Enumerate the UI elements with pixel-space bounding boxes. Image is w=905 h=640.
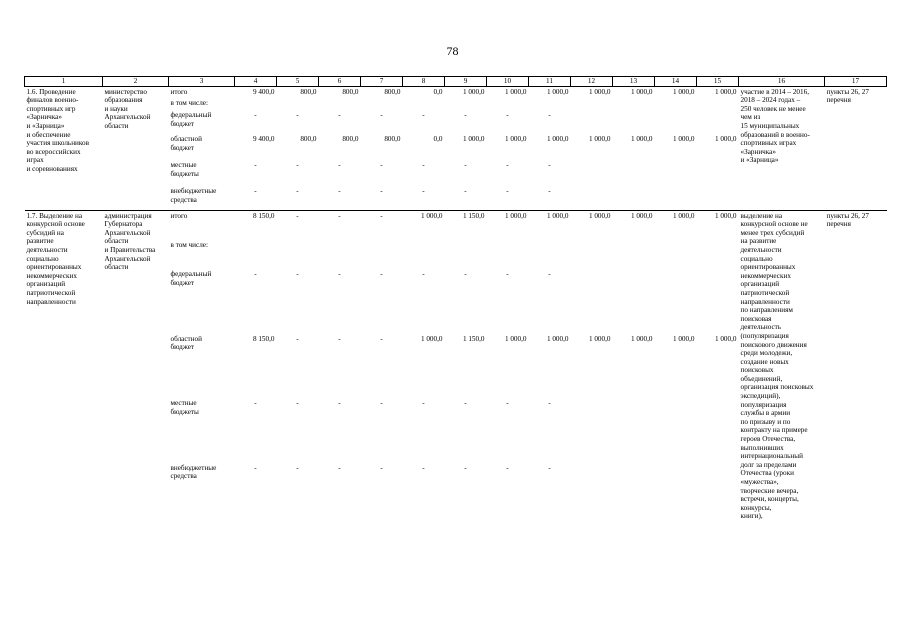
amount-cell: 800,0 (384, 135, 401, 144)
amount-cell: 1 000,0 (655, 210, 697, 240)
amount-cell: 0,0 (433, 135, 443, 144)
amount-cell (277, 98, 319, 110)
amount-cell: 1 000,0 (571, 210, 613, 240)
amount-cell (445, 98, 487, 110)
amount-cell: - (422, 111, 425, 120)
header-cell: 12 (571, 77, 613, 87)
amount-cell: - (380, 463, 383, 472)
budget-source-label: областной бюджет (170, 334, 202, 352)
amount-cell: - (277, 210, 319, 240)
amount-cell: - (380, 111, 383, 120)
amount-cell: 1 000,0 (714, 87, 737, 96)
amount-cell (655, 269, 697, 333)
amount-cell: - (464, 111, 467, 120)
amount-cell (613, 240, 655, 270)
amount-cell: - (422, 270, 425, 279)
amount-cell: 1 000,0 (546, 334, 569, 343)
amount-cell (697, 110, 739, 134)
amount-cell: 1 000,0 (630, 87, 653, 96)
program-table (24, 76, 887, 522)
amount-cell (655, 186, 697, 210)
budget-source-label: в том числе: (170, 99, 208, 108)
amount-cell (613, 463, 655, 522)
amount-cell (277, 240, 319, 270)
amount-cell: - (422, 161, 425, 170)
header-cell: 2 (103, 77, 169, 87)
amount-cell: - (254, 463, 257, 472)
amount-cell: 1 000,0 (672, 334, 695, 343)
amount-cell: - (506, 161, 509, 170)
amount-cell (319, 240, 361, 270)
amount-cell: 1 150,0 (462, 334, 485, 343)
table-row (25, 86, 887, 98)
header-cell: 4 (235, 77, 277, 87)
amount-cell: - (422, 187, 425, 196)
amount-cell: - (548, 463, 551, 472)
budget-source-label: областной бюджет (170, 135, 202, 152)
amount-cell: - (506, 463, 509, 472)
amount-cell: - (548, 111, 551, 120)
amount-cell (361, 240, 403, 270)
amount-cell (655, 98, 697, 110)
amount-cell: 1 000,0 (487, 210, 529, 240)
amount-cell: - (380, 161, 383, 170)
amount-cell: - (254, 270, 257, 279)
amount-cell (697, 398, 739, 462)
amount-cell: - (338, 161, 341, 170)
amount-cell: 1 000,0 (613, 210, 655, 240)
amount-cell (571, 269, 613, 333)
amount-cell: - (464, 399, 467, 408)
budget-source-label: внебюджетные средства (170, 463, 217, 481)
header-cell: 17 (825, 77, 887, 87)
amount-cell: 1 000,0 (588, 135, 611, 144)
amount-cell: - (296, 187, 299, 196)
amount-cell (487, 240, 529, 270)
amount-cell: - (338, 270, 341, 279)
amount-cell: 800,0 (300, 87, 317, 96)
amount-cell: - (548, 161, 551, 170)
activity-name: 1.7. Выделение на конкурсной основе субсидий на развитие деятельности социально ориентированных некоммерческих организаций патриотической направленности (25, 210, 103, 522)
amount-cell: 1 000,0 (504, 135, 527, 144)
amount-cell (655, 240, 697, 270)
amount-cell (403, 240, 445, 270)
amount-cell (571, 398, 613, 462)
amount-cell: 9 400,0 (252, 135, 275, 144)
amount-cell: 1 000,0 (714, 135, 737, 144)
header-cell: 15 (697, 77, 739, 87)
amount-cell (613, 160, 655, 186)
amount-cell (697, 160, 739, 186)
amount-cell (571, 240, 613, 270)
amount-cell: 8 150,0 (252, 334, 275, 343)
amount-cell: - (296, 399, 299, 408)
amount-cell: - (338, 463, 341, 472)
header-row (25, 77, 887, 87)
amount-cell: - (380, 270, 383, 279)
amount-cell (235, 240, 277, 270)
amount-cell: - (380, 334, 383, 343)
amount-cell (697, 240, 739, 270)
header-cell: 6 (319, 77, 361, 87)
result-cell: выделение на конкурсной основе не менее трех субсидий на развитие деятельности социально ориентированных некоммерческих организаций патриотической направленности по направлениям поисковая деятельность (популяризация поискового движения среди молодежи, создание новых поисковых объединений, организация поисковых экспедиций), популяризация службы в армии по призыву и по контракту на примере героев Отечества, выполнивших интернациональный долг за пределами Отечества (уроки «мужества», творческие вечера, встречи, концерты, конкурсы, книги), (739, 210, 825, 522)
amount-cell (613, 398, 655, 462)
amount-cell (361, 98, 403, 110)
budget-source-label: федеральный бюджет (170, 111, 212, 128)
amount-cell: - (506, 111, 509, 120)
amount-cell (445, 240, 487, 270)
amount-cell: - (506, 270, 509, 279)
budget-source-label: федеральный бюджет (170, 270, 212, 288)
amount-cell: 1 000,0 (672, 87, 695, 96)
amount-cell: 1 000,0 (462, 87, 485, 96)
amount-cell: - (338, 399, 341, 408)
amount-cell: 8 150,0 (235, 210, 277, 240)
header-cell: 3 (169, 77, 235, 87)
amount-cell (613, 186, 655, 210)
executor-cell: администрация Губернатора Архангельской области и Правительства Архангельской области (103, 210, 169, 522)
header-cell: 1 (25, 77, 103, 87)
amount-cell: 1 000,0 (504, 87, 527, 96)
amount-cell: 1 000,0 (588, 334, 611, 343)
amount-cell: - (319, 210, 361, 240)
activity-name: 1.6. Проведение финалов военно- спортивных игр «Зарничка» и «Зарница» и обеспечение участия школьников во всероссийских играх и соревнованиях (26, 87, 90, 173)
amount-cell (613, 98, 655, 110)
amount-cell: 800,0 (342, 87, 359, 96)
amount-cell: 1 000,0 (630, 334, 653, 343)
header-cell: 11 (529, 77, 571, 87)
amount-cell: - (254, 161, 257, 170)
amount-cell: - (380, 399, 383, 408)
amount-cell: 1 000,0 (672, 135, 695, 144)
executor-cell: министерство образования и науки Архангельской области (104, 87, 151, 130)
amount-cell: 1 000,0 (588, 87, 611, 96)
amount-cell: - (254, 187, 257, 196)
amount-cell: 1 000,0 (504, 334, 527, 343)
amount-cell (697, 463, 739, 522)
amount-cell (571, 186, 613, 210)
amount-cell (655, 463, 697, 522)
amount-cell: - (506, 399, 509, 408)
amount-cell: - (296, 463, 299, 472)
amount-cell (571, 98, 613, 110)
amount-cell (697, 269, 739, 333)
amount-cell: - (464, 161, 467, 170)
reference-cell: пункты 26, 27 перечня (825, 210, 887, 522)
amount-cell: - (506, 187, 509, 196)
amount-cell: 1 000,0 (697, 210, 739, 240)
table-row (25, 210, 887, 240)
amount-cell: - (548, 187, 551, 196)
header-cell: 14 (655, 77, 697, 87)
amount-cell: - (338, 111, 341, 120)
amount-cell: - (254, 111, 257, 120)
header-cell: 5 (277, 77, 319, 87)
budget-source-label: в том числе: (170, 240, 208, 249)
budget-source-label: местные бюджеты (170, 399, 199, 416)
amount-cell: 0,0 (433, 87, 443, 96)
amount-cell: - (464, 463, 467, 472)
amount-cell: - (464, 187, 467, 196)
amount-cell: - (254, 399, 257, 408)
amount-cell: - (422, 463, 425, 472)
page-number: 78 (446, 44, 459, 58)
amount-cell: 1 000,0 (546, 87, 569, 96)
amount-cell (571, 110, 613, 134)
amount-cell: - (422, 399, 425, 408)
amount-cell: 1 000,0 (462, 135, 485, 144)
amount-cell: 9 400,0 (252, 87, 275, 96)
amount-cell: 1 000,0 (420, 334, 443, 343)
amount-cell: 1 000,0 (529, 210, 571, 240)
amount-cell: - (296, 111, 299, 120)
amount-cell: 1 000,0 (714, 334, 737, 343)
amount-cell: - (338, 334, 341, 343)
amount-cell: - (548, 399, 551, 408)
header-cell: 10 (487, 77, 529, 87)
header-cell: 13 (613, 77, 655, 87)
budget-source-label: местные бюджеты (170, 161, 199, 178)
amount-cell (655, 110, 697, 134)
amount-cell: - (296, 161, 299, 170)
result-cell: участие в 2014 – 2016, 2018 – 2024 годах – 250 человек не менее чем из 15 муниципальных образований в военно- спортивных играх «Зарничка» и «Зарница» (740, 87, 810, 165)
budget-source-label: итого (169, 210, 235, 240)
amount-cell (571, 160, 613, 186)
amount-cell (697, 186, 739, 210)
amount-cell: - (296, 270, 299, 279)
amount-cell (571, 463, 613, 522)
amount-cell (655, 398, 697, 462)
amount-cell (529, 98, 571, 110)
amount-cell (403, 98, 445, 110)
amount-cell (613, 269, 655, 333)
amount-cell (235, 98, 277, 110)
amount-cell: - (361, 210, 403, 240)
table-body (25, 86, 887, 522)
amount-cell: 1 000,0 (546, 135, 569, 144)
amount-cell: 800,0 (384, 87, 401, 96)
amount-cell (529, 240, 571, 270)
amount-cell: 1 000,0 (403, 210, 445, 240)
amount-cell: 800,0 (300, 135, 317, 144)
header-cell: 9 (445, 77, 487, 87)
amount-cell: 1 000,0 (630, 135, 653, 144)
budget-source-label: внебюджетные средства (170, 187, 217, 204)
amount-cell: - (464, 270, 467, 279)
amount-cell (655, 160, 697, 186)
budget-source-label: итого (170, 87, 188, 96)
header-cell: 7 (361, 77, 403, 87)
amount-cell: - (338, 187, 341, 196)
amount-cell (487, 98, 529, 110)
amount-cell (697, 98, 739, 110)
amount-cell: 1 150,0 (445, 210, 487, 240)
amount-cell (319, 98, 361, 110)
reference-cell: пункты 26, 27 перечня (826, 87, 869, 105)
amount-cell: - (548, 270, 551, 279)
amount-cell: 800,0 (342, 135, 359, 144)
amount-cell: - (380, 187, 383, 196)
amount-cell: - (296, 334, 299, 343)
header-cell: 16 (739, 77, 825, 87)
amount-cell (613, 110, 655, 134)
header-cell: 8 (403, 77, 445, 87)
